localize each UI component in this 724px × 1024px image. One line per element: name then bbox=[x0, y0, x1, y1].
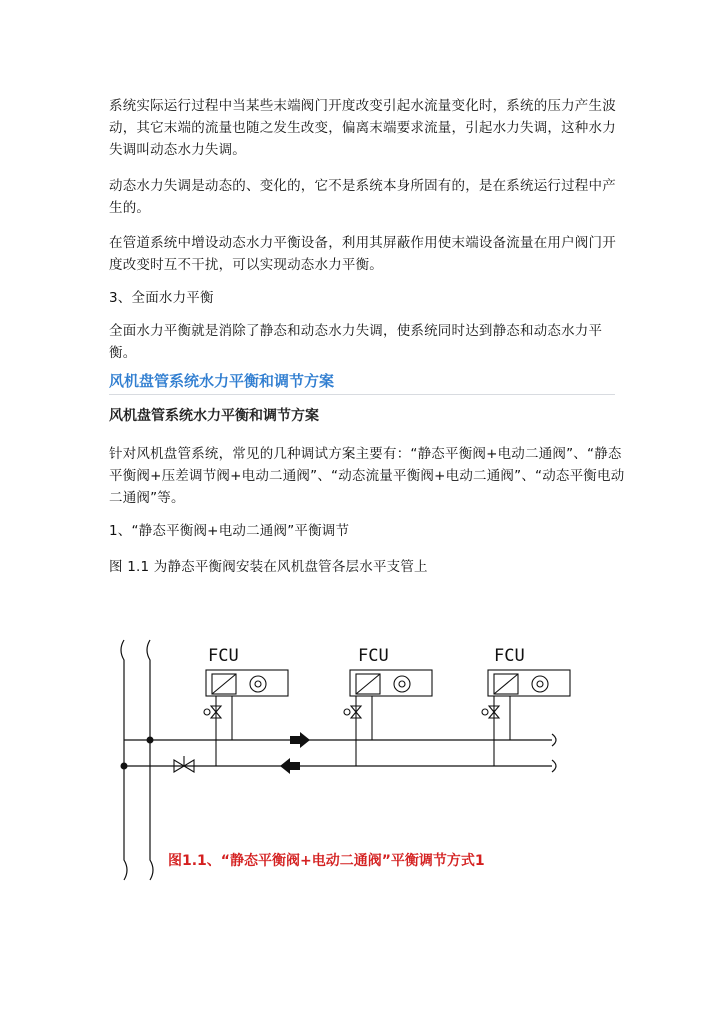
return-branch-end bbox=[552, 760, 556, 772]
riser-junction-dot bbox=[147, 737, 154, 744]
paragraph-dynamic-nature: 动态水力失调是动态的、变化的，它不是系统本身所固有的，是在系统运行过程中产生的。 bbox=[109, 178, 616, 216]
fcu-label: FCU bbox=[208, 646, 239, 666]
section-title-link[interactable]: 风机盘管系统水力平衡和调节方案 bbox=[109, 370, 615, 395]
static-balancing-valve-icon bbox=[174, 756, 194, 772]
paragraph-dynamic-imbalance: 系统实际运行过程中当某些末端阀门开度改变引起水流量变化时，系统的压力产生波动，其它末端的流量也随之发生改变，偏离末端要求流量，引起水力失调，这种水力失调叫动态水力失调。 bbox=[109, 98, 616, 158]
return-flow-arrow bbox=[280, 758, 300, 774]
riser-junction-dot bbox=[121, 763, 128, 770]
paragraph-figure-intro: 图 1.1 为静态平衡阀安装在风机盘管各层水平支管上 bbox=[109, 559, 428, 575]
sub-title: 风机盘管系统水力平衡和调节方案 bbox=[109, 408, 319, 424]
supply-branch-end bbox=[552, 734, 556, 746]
heading-static-valve-scheme: 1、“静态平衡阀+电动二通阀”平衡调节 bbox=[109, 523, 350, 539]
paragraph-full-balance: 全面水力平衡就是消除了静态和动态水力失调，使系统同时达到静态和动态水力平衡。 bbox=[109, 323, 603, 361]
heading-full-balance: 3、全面水力平衡 bbox=[109, 290, 214, 306]
paragraph-schemes: 针对风机盘管系统，常见的几种调试方案主要有：“静态平衡阀+电动二通阀”、“静态平衡阀+压差调节阀+电动二通阀”、“动态流量平衡阀+电动二通阀”、“动态平衡电动二通阀”等。 bbox=[109, 446, 625, 506]
fcu-unit bbox=[482, 646, 570, 766]
supply-riser-line bbox=[121, 640, 127, 880]
supply-flow-arrow bbox=[290, 732, 310, 748]
actuator-icon bbox=[344, 709, 350, 715]
paragraph-dynamic-balance-device: 在管道系统中增设动态水力平衡设备，利用其屏蔽作用使末端设备流量在用户阀门开度改变时互不干扰，可以实现动态水力平衡。 bbox=[109, 235, 616, 273]
fcu-label: FCU bbox=[494, 646, 525, 666]
actuator-icon bbox=[482, 709, 488, 715]
actuator-icon bbox=[204, 709, 210, 715]
return-riser-line bbox=[147, 640, 153, 880]
figure-caption: 图1.1、“静态平衡阀+电动二通阀”平衡调节方式1 bbox=[168, 853, 485, 869]
fcu-unit bbox=[344, 646, 432, 766]
fcu-label: FCU bbox=[358, 646, 389, 666]
fcu-unit bbox=[204, 646, 288, 766]
